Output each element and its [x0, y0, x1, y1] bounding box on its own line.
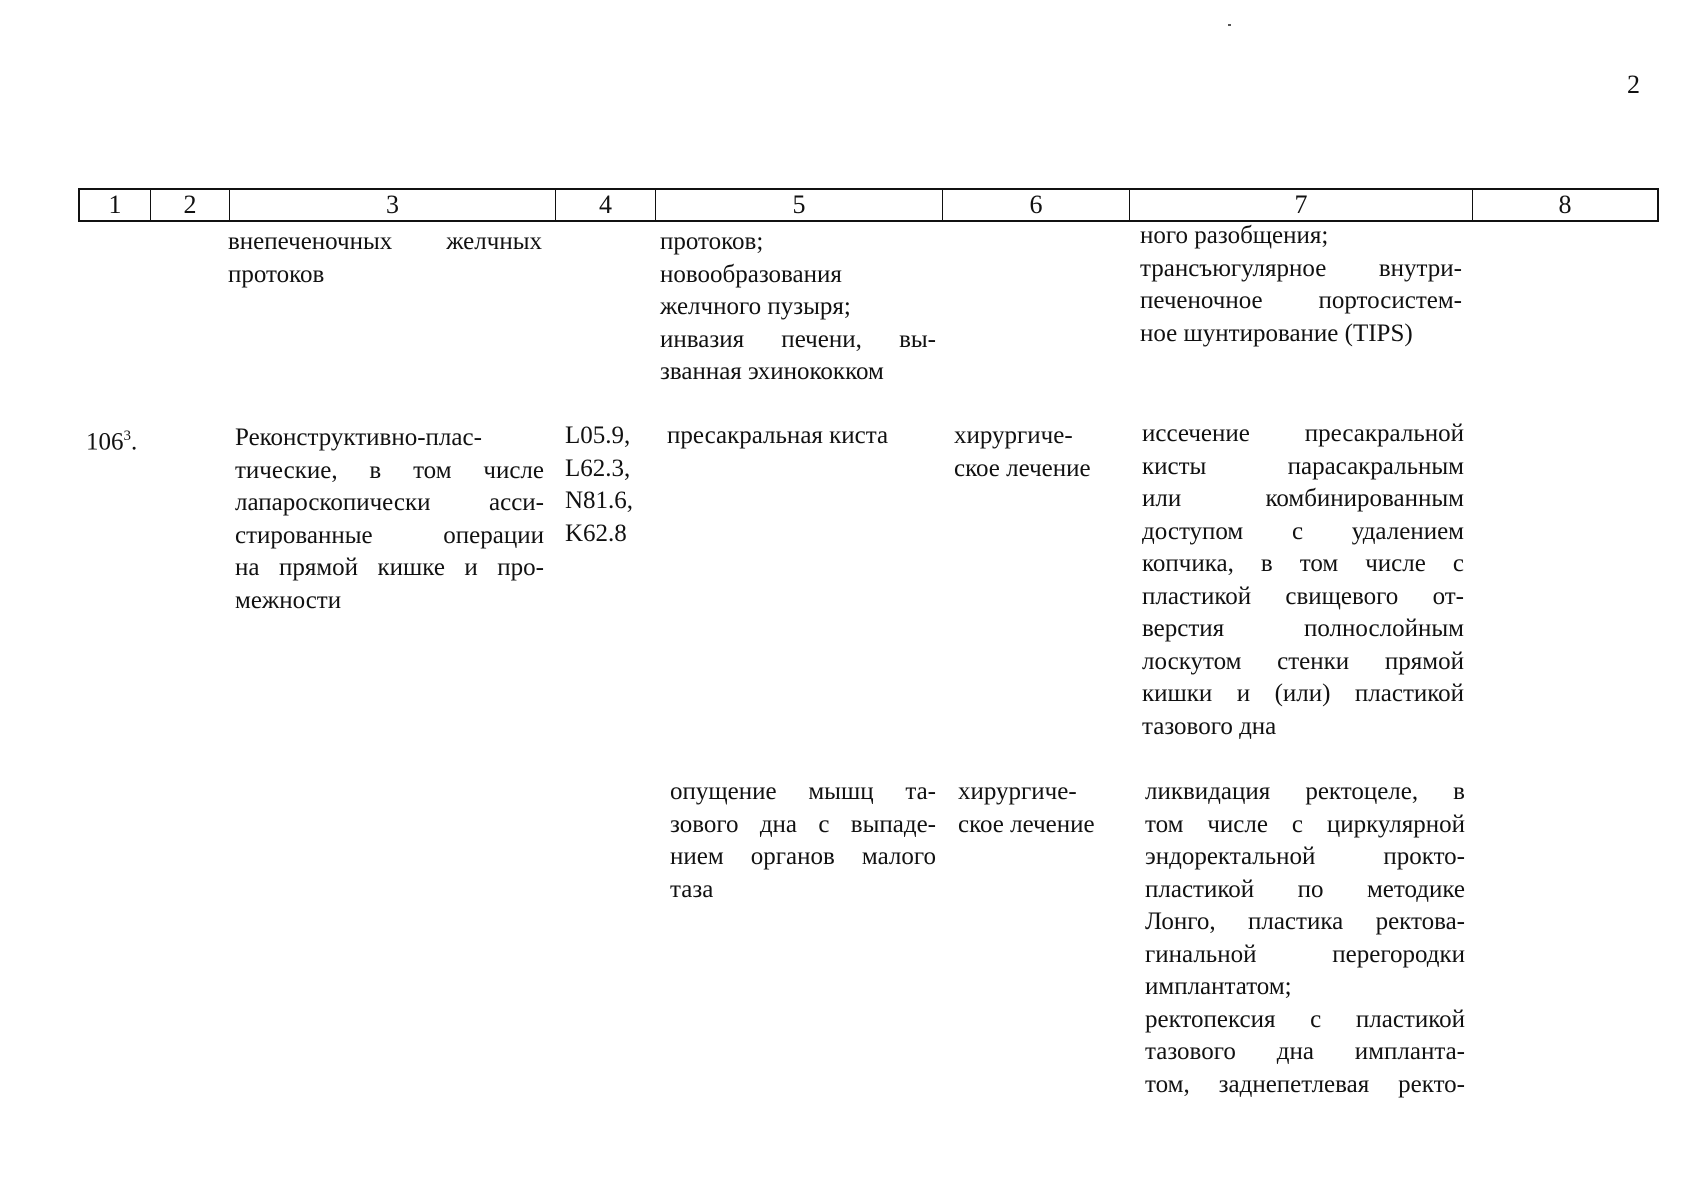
text-line: тазового дна импланта-	[1145, 1038, 1465, 1065]
text-line: ректопексия с пластикой	[1145, 1005, 1465, 1033]
text-line: трансъюгулярное внутри-	[1140, 254, 1462, 282]
header-col-6: 6	[943, 190, 1130, 220]
icd-code: L05.9,	[565, 422, 631, 449]
text-line: званная эхинококком	[660, 358, 884, 385]
text-line: верстия полнослойным	[1142, 615, 1464, 642]
text-line: кисты парасакральным	[1142, 452, 1464, 480]
text-line: имплантатом;	[1145, 973, 1292, 1000]
header-col-8: 8	[1558, 190, 1572, 219]
text-line: хирургиче-	[958, 778, 1077, 805]
row-number	[86, 420, 156, 459]
header-col-1: 1	[80, 190, 151, 220]
text-line: стированные операции	[235, 521, 544, 549]
model2-col5	[670, 776, 936, 906]
text-line: ное шунтирование (TIPS)	[1140, 319, 1413, 347]
text-line: протоков;	[660, 228, 764, 255]
header-col-2: 2	[151, 190, 230, 220]
text-line: лапароскопически асси-	[235, 489, 544, 516]
text-line: Реконструктивно-плас-	[235, 424, 482, 451]
icd-code: N81.6,	[565, 487, 634, 514]
text-line: ликвидация ректоцеле, в	[1145, 778, 1465, 805]
header-col-7: 7	[1130, 190, 1473, 220]
text-line: лоскутом стенки прямой	[1142, 647, 1464, 675]
page-number: 2	[1627, 70, 1640, 99]
row-106-col4-codes	[565, 420, 655, 550]
text-line: таза	[670, 875, 714, 903]
text-line: нием органов малого	[670, 843, 936, 870]
row-106-col3	[235, 422, 544, 617]
text-line: гинальной перегородки	[1145, 940, 1465, 968]
text-line: опущение мышц та-	[670, 778, 936, 805]
model1-col6	[954, 420, 1124, 485]
text-line: зового дна с выпаде-	[670, 810, 936, 838]
text-line: пресакральная киста	[667, 422, 889, 449]
text-line: тазового дна	[1142, 712, 1277, 740]
text-line: или комбинированным	[1142, 485, 1464, 512]
header-col-3: 3	[230, 190, 556, 220]
table-header-row	[78, 188, 1659, 222]
text-line: печеночное портосистем-	[1140, 287, 1462, 314]
text-line: эндоректальной прокто-	[1145, 843, 1465, 870]
text-line: пластикой по методике	[1145, 875, 1465, 903]
text-line: инвазия печени, вы-	[660, 325, 936, 353]
text-line: доступом с удалением	[1142, 517, 1464, 545]
continuation-col5	[660, 226, 936, 389]
text-line: том, заднепетлевая ректо-	[1145, 1070, 1465, 1098]
text-line: тические, в том числе	[235, 456, 544, 484]
model2-col7	[1145, 776, 1465, 1101]
text-line: внепеченочных желчных	[228, 228, 542, 255]
text-line: кишки и (или) пластикой	[1142, 680, 1464, 707]
text-line: пластикой свищевого от-	[1142, 582, 1464, 610]
text-line: протоков	[228, 260, 325, 288]
text-line: копчика, в том числе с	[1142, 550, 1464, 577]
text-line: желчного пузыря;	[660, 293, 851, 320]
model1-col5	[667, 420, 937, 453]
text-line: новообразования	[660, 260, 842, 288]
continuation-col3	[228, 226, 542, 291]
scan-speck	[1228, 24, 1231, 26]
row-number-suffix: .	[131, 428, 138, 456]
text-line: межности	[235, 586, 342, 614]
icd-code: K62.8	[565, 519, 627, 547]
icd-code: L62.3,	[565, 454, 631, 482]
row-number-base: 106	[86, 428, 124, 456]
text-line: иссечение пресакральной	[1142, 420, 1464, 447]
row-number-superscript: 3	[123, 428, 131, 444]
header-col-4: 4	[556, 190, 656, 220]
text-line: Лонго, пластика ректова-	[1145, 908, 1465, 935]
text-line: ское лечение	[958, 810, 1095, 838]
model1-col7	[1142, 418, 1464, 743]
text-line: хирургиче-	[954, 422, 1073, 449]
model2-col6	[958, 776, 1128, 841]
text-line: ское лечение	[954, 454, 1091, 482]
continuation-col7	[1140, 220, 1462, 350]
text-line: на прямой кишке и про-	[235, 554, 544, 581]
header-col-5: 5	[656, 190, 943, 220]
text-line: ного разобщения;	[1140, 222, 1329, 249]
text-line: том числе с циркулярной	[1145, 810, 1465, 838]
